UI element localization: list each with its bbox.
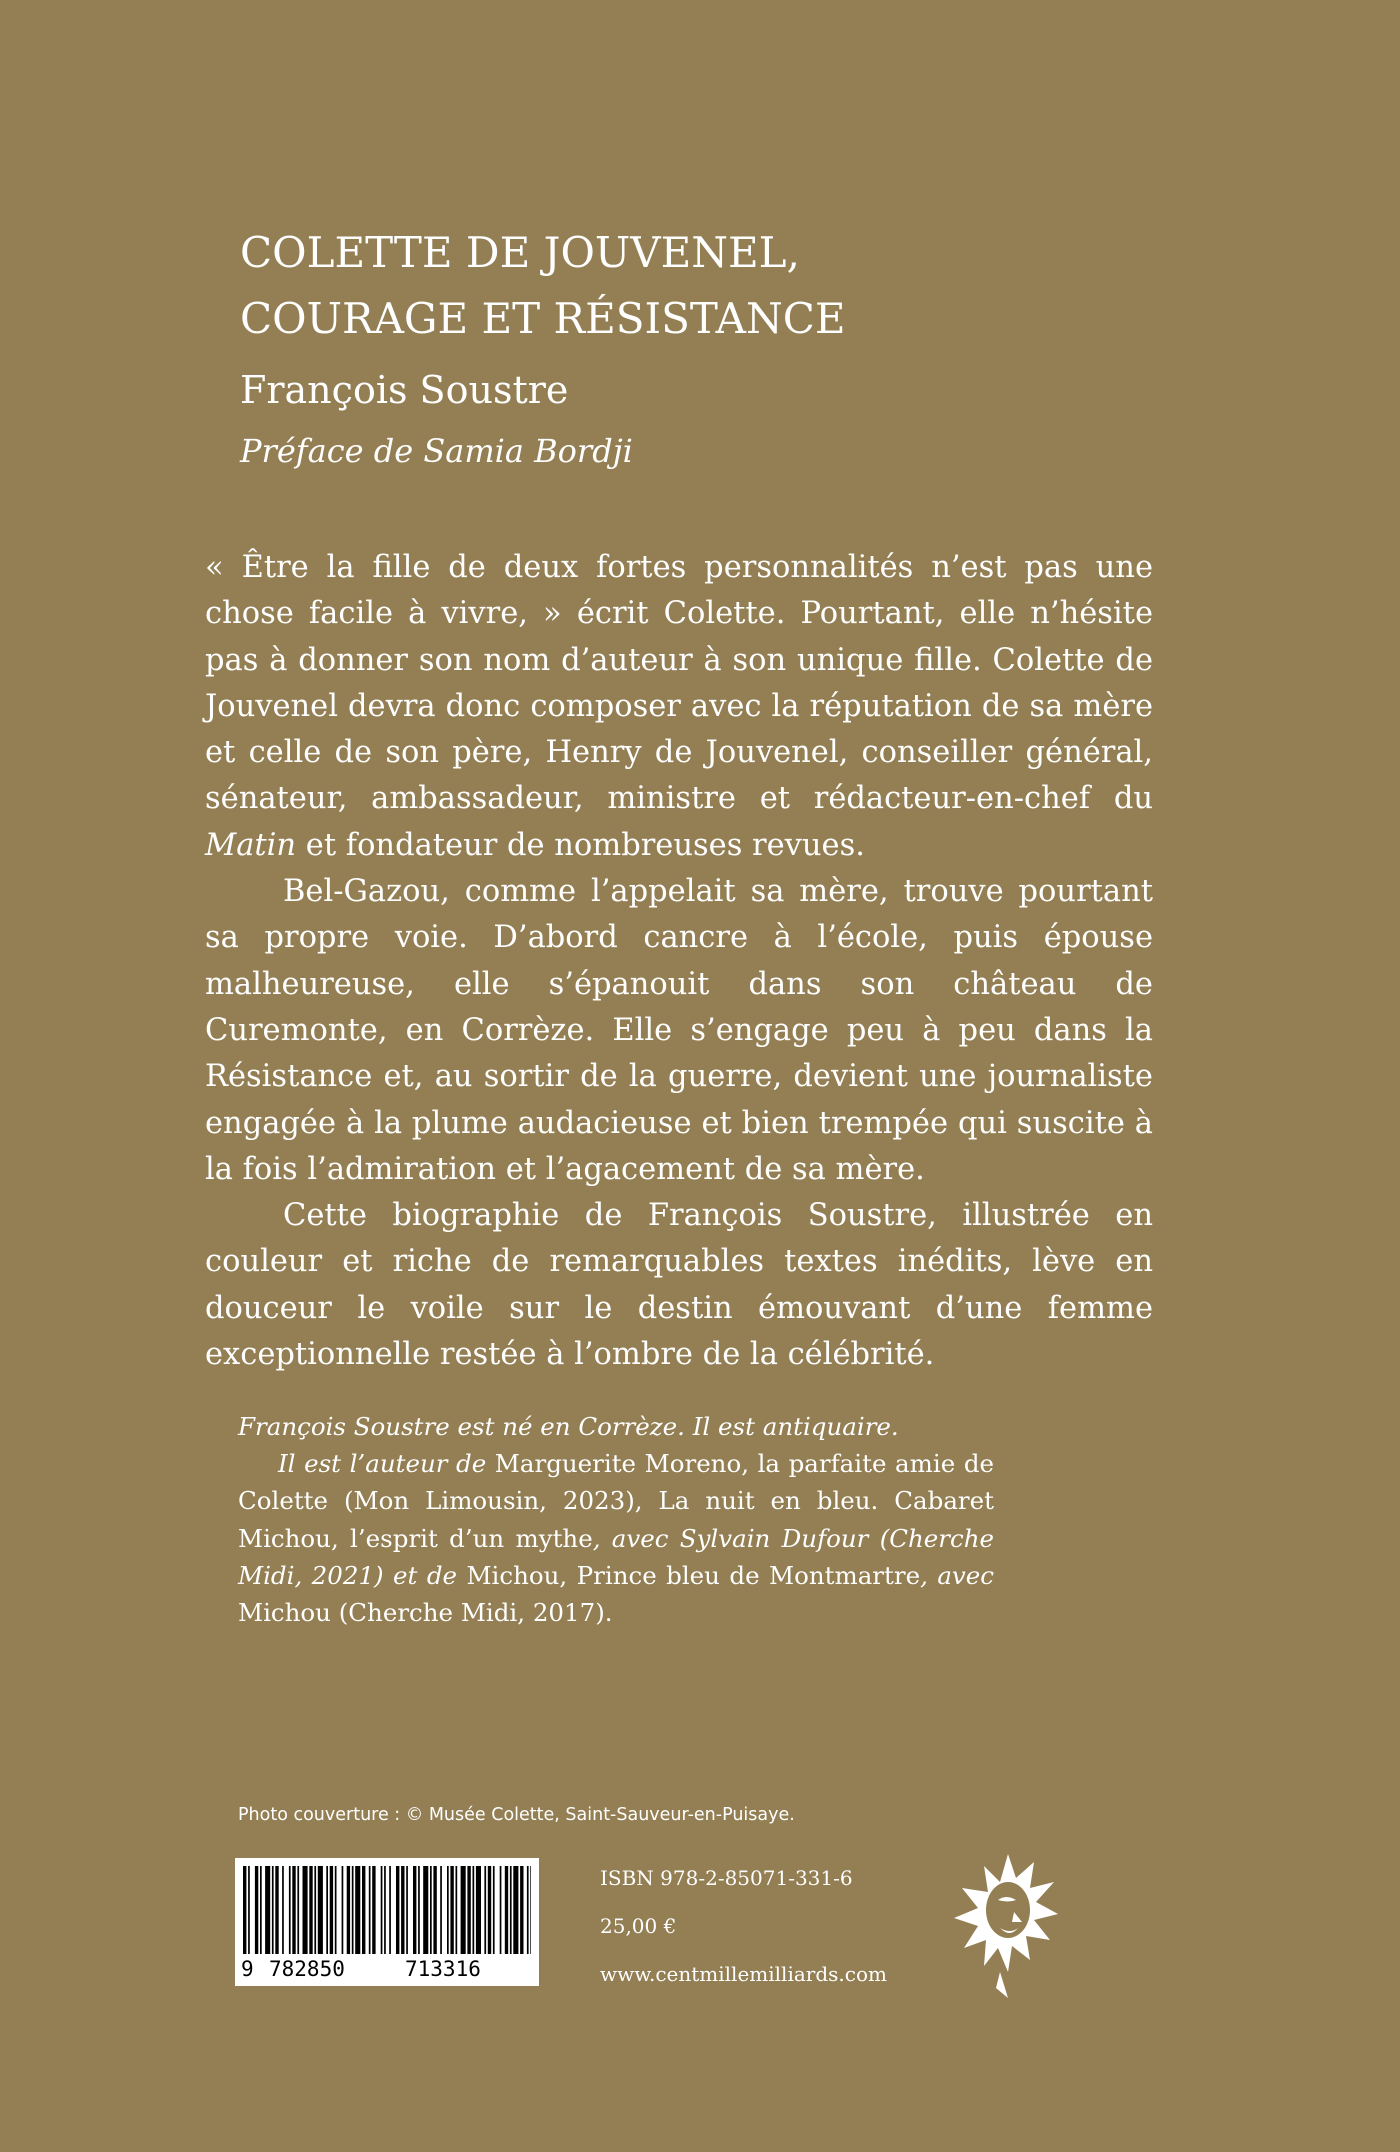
barcode-bar [309, 1866, 312, 1954]
barcode-bar [484, 1866, 486, 1954]
book-author: François Soustre [240, 368, 569, 412]
barcode-bar [297, 1866, 299, 1954]
barcode-bar [243, 1866, 246, 1954]
price: 25,00 € [600, 1914, 677, 1938]
bio-book-1: Marguerite Moreno, la parfaite amie de Colette [238, 1449, 994, 1516]
blurb-p1-end: et fondateur de nombreuses revues. [296, 827, 865, 863]
barcode-bar [510, 1866, 512, 1954]
bio-book-2: La nuit en bleu. Cabaret Michou, l’esprit d’un mythe [238, 1486, 994, 1553]
barcode-bar [450, 1866, 453, 1954]
barcode-bar [423, 1866, 428, 1954]
barcode-digits-right: 713316 [405, 1957, 481, 1981]
barcode-bar [413, 1866, 416, 1954]
barcode-bar [461, 1866, 466, 1954]
bio-seg-4: , avec [920, 1560, 994, 1590]
barcode-bar [406, 1866, 408, 1954]
barcode-bar [260, 1866, 262, 1954]
blurb-paragraph-3: Cette biographie de François Soustre, illustrée en couleur et riche de remarquables textes inédits, lève en douceur le voile sur le destin émouvant d’une femme exceptionnelle restée à l’ombre de la célébrité. [205, 1198, 1153, 1373]
barcode-bar [282, 1866, 284, 1954]
barcode [235, 1858, 539, 1986]
barcode-bar [272, 1866, 274, 1954]
bio-book-3: Michou, Prince bleu de Montmartre [466, 1560, 921, 1590]
author-bio [238, 1408, 994, 1631]
barcode-bar [292, 1866, 295, 1954]
barcode-bar [314, 1866, 316, 1954]
barcode-bar [384, 1866, 386, 1954]
barcode-bar [342, 1866, 344, 1954]
barcode-bar [352, 1866, 354, 1954]
barcode-bar [418, 1866, 420, 1954]
barcode-bar [381, 1866, 383, 1954]
barcode-bar [433, 1866, 436, 1954]
book-title-line-2: COURAGE ET RÉSISTANCE [240, 294, 846, 343]
isbn-number: ISBN 978-2-85071-331-6 [600, 1866, 853, 1890]
barcode-bar [520, 1866, 523, 1954]
barcode-bar [303, 1866, 308, 1954]
barcode-bar [476, 1866, 481, 1954]
photo-credit: Photo couverture : © Musée Colette, Saint-Sauveur-en-Puisaye. [238, 1805, 795, 1825]
barcode-bar [369, 1866, 371, 1954]
barcode-bar [355, 1866, 360, 1954]
barcode-bar [430, 1866, 432, 1954]
bio-line-1: François Soustre est né en Corrèze. Il est antiquaire. [238, 1412, 899, 1441]
barcode-bar [318, 1866, 323, 1954]
barcode-bar [389, 1866, 391, 1954]
barcode-bar [347, 1866, 350, 1954]
barcode-bar [493, 1866, 495, 1954]
barcode-bar [500, 1866, 502, 1954]
barcode-bar [456, 1866, 458, 1954]
bio-seg-2: (Mon Limousin, 2023), [328, 1486, 659, 1516]
barcode-bar [488, 1866, 491, 1954]
barcode-bar [335, 1866, 337, 1954]
barcode-bar [330, 1866, 333, 1954]
website: www.centmillemilliards.com [600, 1962, 887, 1986]
barcode-bar [275, 1866, 278, 1954]
blurb-paragraph-1 [205, 545, 1153, 869]
barcode-bar [289, 1866, 291, 1954]
blurb-paragraph-2: Bel-Gazou, comme l’appelait sa mère, trouve pourtant sa propre voie. D’abord cancre à l’école, puis épouse malheureuse, elle s’épanouit dans son château de Curemonte, en Corrèze. Elle s’engage peu à peu dans la Résistance et, au sortir de la guerre, devient une journaliste engagée à la plume audacieuse et bien trempée qui suscite à la fois l’admiration et l’agacement de sa mère. [205, 874, 1153, 1187]
barcode-bar [440, 1866, 442, 1954]
barcode-bar [401, 1866, 404, 1954]
barcode-digits [235, 1956, 539, 1982]
bio-seg-1: Il est l’auteur de [278, 1449, 495, 1479]
barcode-bar [265, 1866, 270, 1954]
barcode-bar [362, 1866, 365, 1954]
barcode-bar [396, 1866, 399, 1954]
barcode-digit-prefix: 9 [241, 1957, 254, 1981]
blurb-p1-text: « Être la fille de deux fortes personnalités n’est pas une chose facile à vivre, » écrit Colette. Pourtant, elle n’hésite pas à donner son nom d’auteur à son unique fille. Colette de Jouvenel devra donc composer avec la réputation de sa mère et celle de son père, Henry de Jouvenel, conseiller général, sénateur, ambassadeur, ministre et rédacteur-en-chef du [205, 550, 1153, 817]
bio-paragraph [238, 1445, 994, 1631]
barcode-bars [243, 1866, 531, 1954]
bio-seg-5: (Cherche Midi, 2017). [330, 1598, 613, 1628]
barcode-bar [255, 1866, 258, 1954]
bio-seg-3: , avec Sylvain Dufour (Cherche Midi, 2021) et de [238, 1523, 994, 1590]
bio-book-4: Michou [238, 1598, 331, 1628]
barcode-bar [447, 1866, 449, 1954]
book-preface: Préface de Samia Bordji [240, 432, 633, 470]
barcode-bar [505, 1866, 508, 1954]
barcode-bar [473, 1866, 475, 1954]
publisher-info [600, 1854, 887, 1998]
blurb [205, 545, 1153, 1378]
book-title [240, 220, 1220, 352]
barcode-bar [248, 1866, 250, 1954]
barcode-bar [372, 1866, 375, 1954]
barcode-bar [527, 1866, 529, 1954]
blurb-p1-italic: Matin [205, 827, 297, 863]
barcode-bar [530, 1866, 531, 1954]
barcode-bar [513, 1866, 518, 1954]
barcode-digits-left: 782850 [269, 1957, 345, 1981]
barcode-bar [326, 1866, 328, 1954]
barcode-bar [467, 1866, 470, 1954]
publisher-logo-icon [950, 1848, 1060, 1998]
book-title-line-1: COLETTE DE JOUVENEL, [240, 228, 800, 277]
